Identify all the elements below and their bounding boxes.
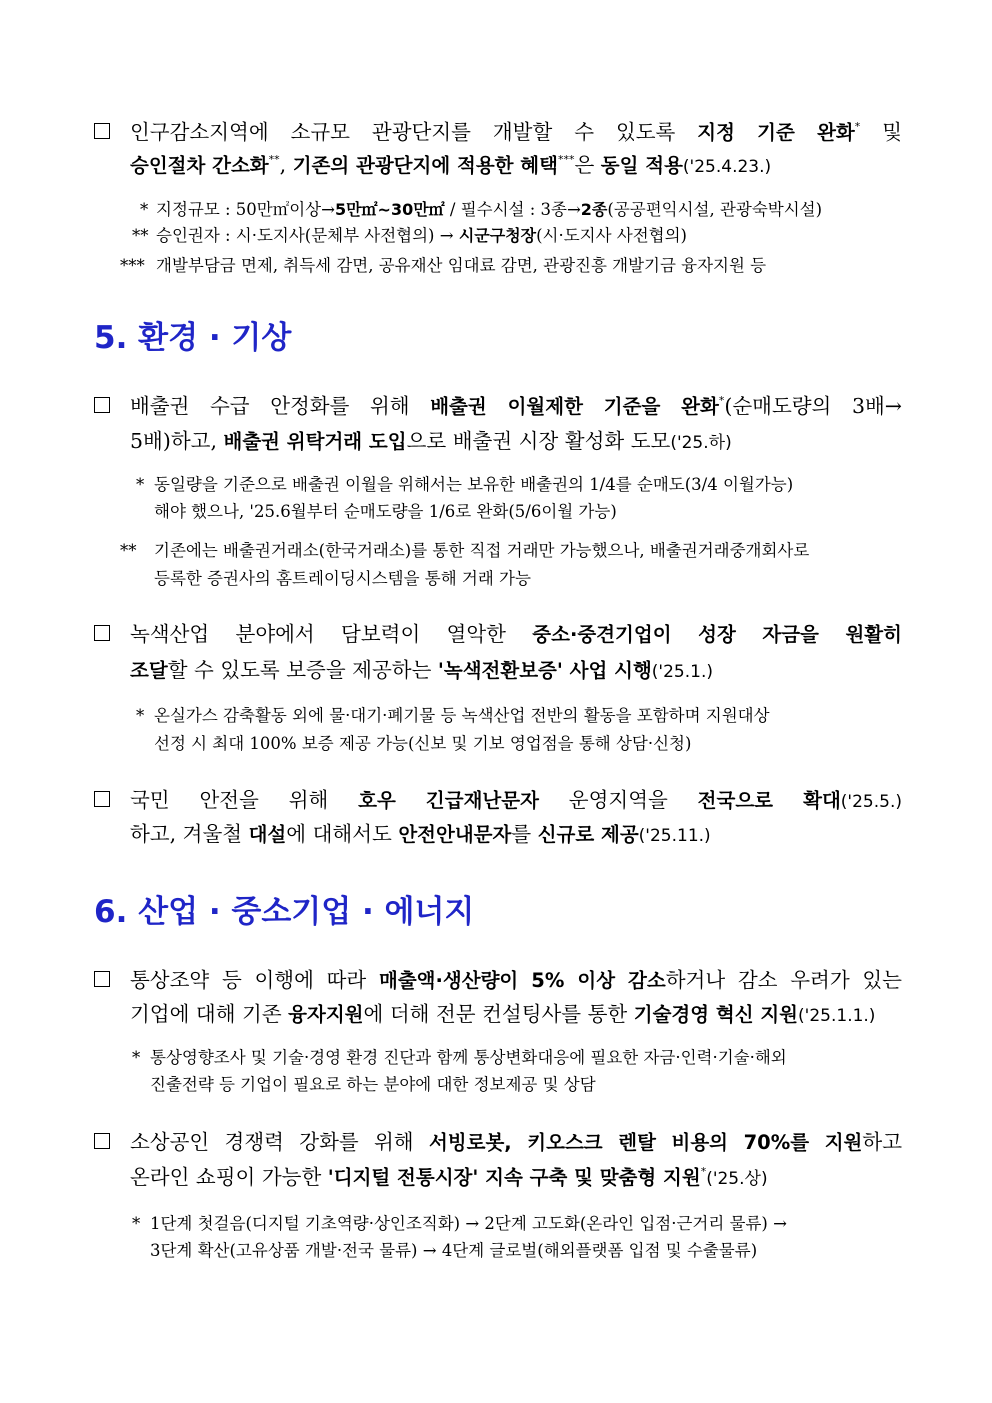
checkbox-bullet-icon xyxy=(94,123,110,139)
item-line-2: 하고, 겨울철 대설에 대해서도 안전안내문자를 신규로 제공('25.11.) xyxy=(130,822,711,846)
item-line-2: 승인절차 간소화**, 기존의 관광단지에 적용한 혜택***은 동일 적용('25.4.23.) xyxy=(130,153,772,177)
item-line-1: 소상공인 경쟁력 강화를 위해 서빙로봇, 키오스크 렌탈 비용의 70%를 지원하고 xyxy=(130,1130,903,1154)
section-heading-industry: 6. 산업 · 중소기업 · 에너지 xyxy=(94,894,475,930)
item-line-1: 통상조약 등 이행에 따라 매출액·생산량이 5% 이상 감소하거나 감소 우려가 있는 xyxy=(130,968,902,992)
checkbox-bullet-icon xyxy=(94,625,110,641)
item-line-2: 기업에 대해 기존 융자지원에 더해 전문 컨설팅사를 통한 기술경영 혁신 지원('25.1.1.) xyxy=(130,1002,876,1026)
item-line-2: 조달할 수 있도록 보증을 제공하는 '녹색전환보증' 사업 시행('25.1.) xyxy=(130,658,713,682)
checkbox-bullet-icon xyxy=(94,1133,110,1149)
item-line-1: 인구감소지역에 소규모 관광단지를 개발할 수 있도록 지정 기준 완화* 및 xyxy=(130,120,902,144)
checkbox-bullet-icon xyxy=(94,791,110,807)
checkbox-bullet-icon xyxy=(94,971,110,987)
section-heading-environment: 5. 환경 · 기상 xyxy=(94,320,292,356)
item-line-2: 온라인 쇼핑이 가능한 '디지털 전통시장' 지속 구축 및 맞춤형 지원*('25.상) xyxy=(130,1165,768,1189)
document-page: 인구감소지역에 소규모 관광단지를 개발할 수 있도록 지정 기준 완화* 및 승인절차 간소화**, 기존의 관광단지에 적용한 혜택***은 동일 적용('25.4.23.) * 지정규모 : 50만㎡이상→5만㎡~30만㎡ / 필수시설 : 3종→2종(공공편익시설, 관광숙박시설) ** 승인권자 : 시·도지사(문체부 사전협의) → 시군구청장(시·도지사 사전협의) *** 개발부담금 면제, 취득세 감면, 공유재산 임대료 감면, 관광진흥 개발기금 융자지원 등 5. 환경 · 기상 배출권 수급 안정화를 위해 배출권 이월제한 기준을 완화*(순매도량의 3배→ 5배)하고, 배출권 위탁거래 도입으로 배출권 시장 활성화 도모('25.하) * 동일량을 기준으로 배출권 이월을 위해서는 보유한 배출권의 1/4를 순매도(3/4 이월가능) 해야 했으나, '25.6월부터 순매도량을 1/6로 완화(5/6이월 가능) ** 기존에는 배출권거래소(한국거래소)를 통한 직접 거래만 가능했으나, 배출권거래중개회사로 등록한 증권사의 홈트레이딩시스템을 통해 거래 가능 녹색산업 분야에서 담보력이 열악한 중소·중견기업이 성장 자금을 원활히 조달할 수 있도록 보증을 제공하는 '녹색전환보증' 사업 시행('25.1.) * 온실가스 감축활동 외에 물·대기·폐기물 등 녹색산업 전반의 활동을 포함하며 지원대상 선정 시 최대 100% 보증 제공 가능(신보 및 기보 영업점을 통해 상담·신청) 국민 안전을 위해 호우 긴급재난문자 운영지역을 전국으로 확대('25.5.) 하고, 겨울철 대설에 대해서도 안전안내문자를 신규로 제공('25.11.) 6. 산업 · 중소기업 · 에너지 통상조약 등 이행에 따라 매출액·생산량이 5% 이상 감소하거나 감소 우려가 있는 기업에 대해 기존 융자지원에 더해 전문 컨설팅사를 통한 기술경영 혁신 지원('25.1.1.) * 통상영향조사 및 기술·경영 환경 진단과 함께 통상변화대응에 필요한 자금·인력·기술·해외 진출전략 등 기업이 필요로 하는 분야에 대한 정보제공 및 상담 소상공인 경쟁력 강화를 위해 서빙로봇, 키오스크 렌탈 비용의 70%를 지원하고 온라인 쇼핑이 가능한 '디지털 전통시장' 지속 구축 및 맞춤형 지원*('25.상) * 1단계 첫걸음(디지털 기초역량·상인조직화) → 2단계 고도화(온라인 입점·근거리 물류) → 3단계 확산(고유상품 개발·전국 물류) → 4단계 글로벌(해외플랫폼 입점 및 수출물류) xyxy=(94,120,903,1260)
item-line-1: 배출권 수급 안정화를 위해 배출권 이월제한 기준을 완화*(순매도량의 3배→ xyxy=(130,394,902,418)
item-line-2: 5배)하고, 배출권 위탁거래 도입으로 배출권 시장 활성화 도모('25.하) xyxy=(130,429,732,453)
checkbox-bullet-icon xyxy=(94,397,110,413)
item-line-1: 녹색산업 분야에서 담보력이 열악한 중소·중견기업이 성장 자금을 원활히 xyxy=(130,622,902,646)
item-line-1: 국민 안전을 위해 호우 긴급재난문자 운영지역을 전국으로 확대('25.5.) xyxy=(130,788,902,812)
